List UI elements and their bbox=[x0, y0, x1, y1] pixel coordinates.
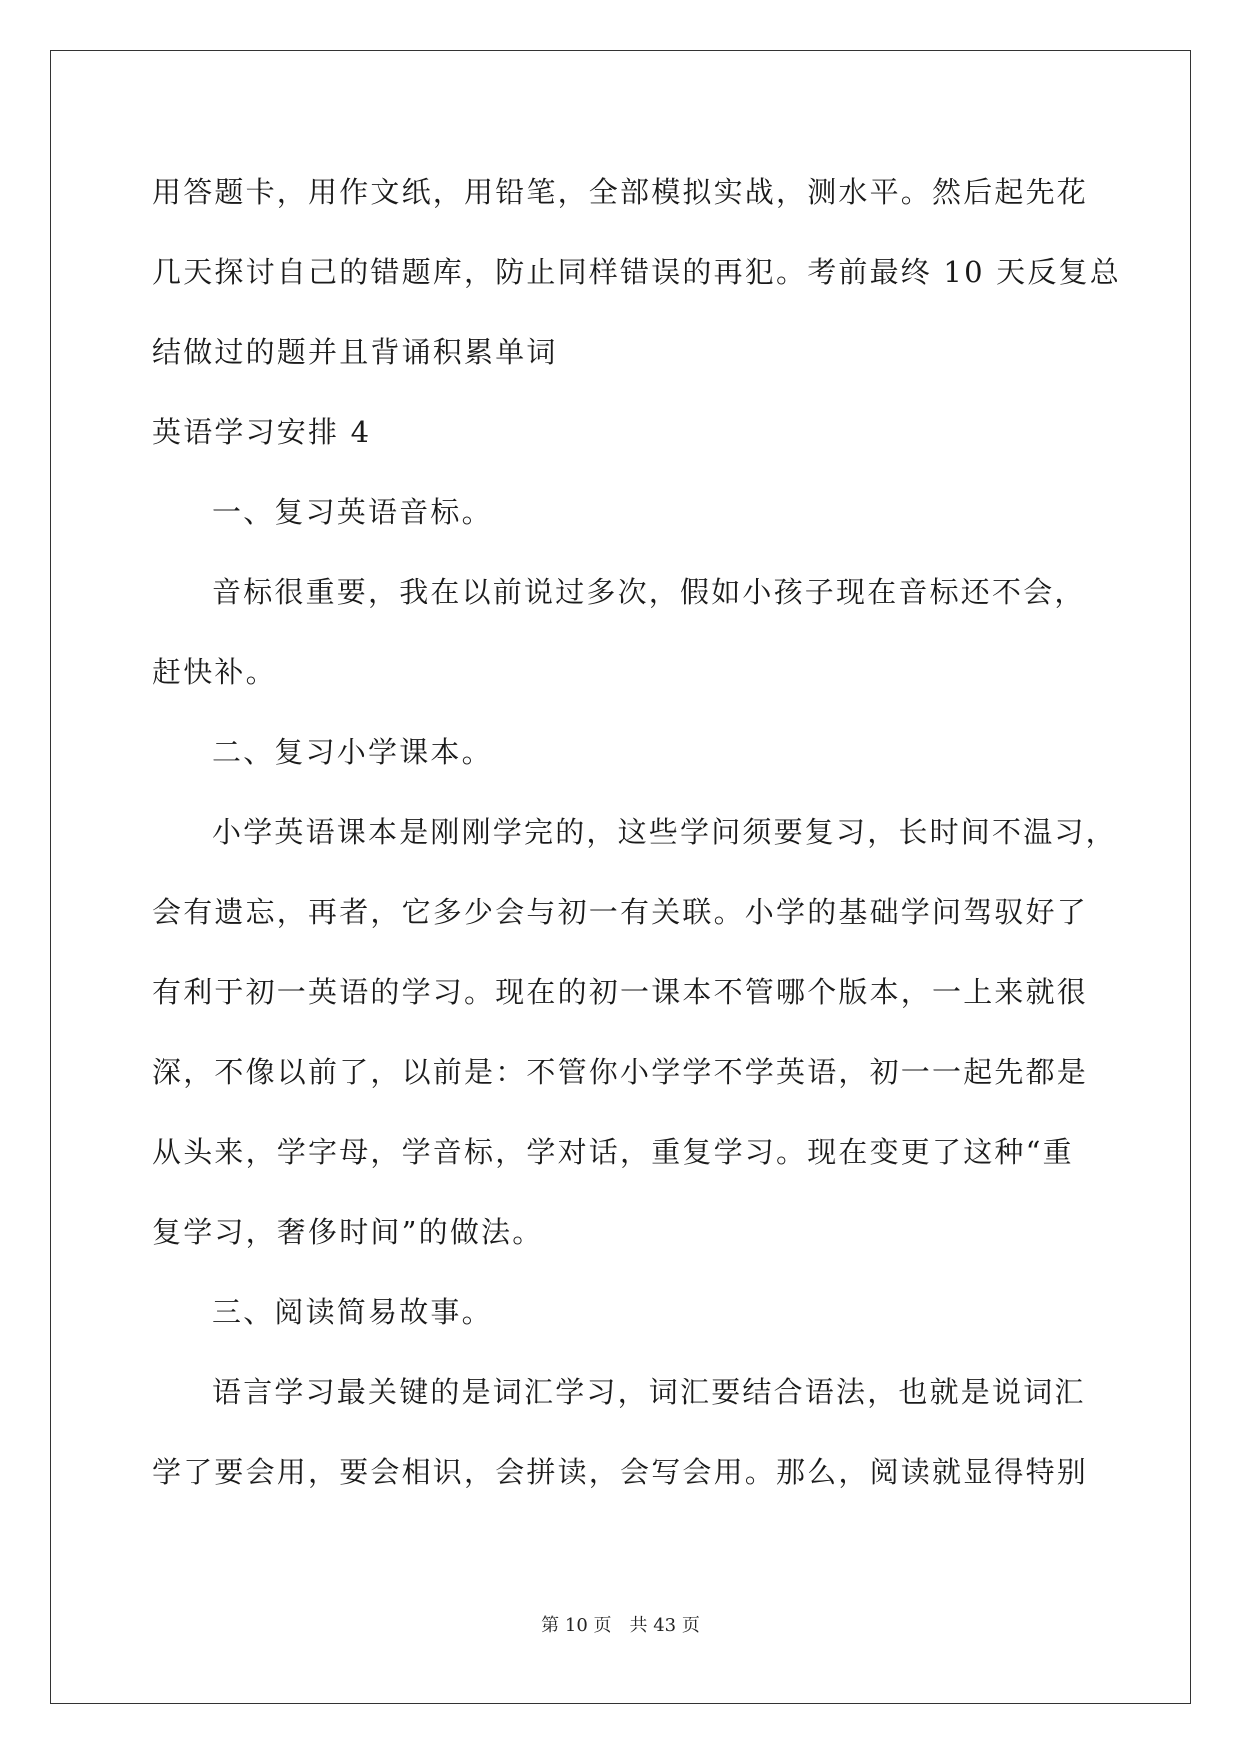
subheading-3: 三、阅读简易故事。 bbox=[212, 1295, 493, 1329]
body-line-16: 语言学习最关键的是词汇学习，词汇要结合语法，也就是说词汇 bbox=[212, 1375, 1086, 1409]
body-line-9: 小学英语课本是刚刚学完的，这些学问须要复习，长时间不温习， bbox=[212, 815, 1117, 849]
subheading-1: 一、复习英语音标。 bbox=[212, 495, 493, 529]
body-line-6: 音标很重要，我在以前说过多次，假如小孩子现在音标还不会， bbox=[212, 575, 1086, 609]
body-line-10: 会有遗忘，再者，它多少会与初一有关联。小学的基础学问驾驭好了 bbox=[152, 895, 1089, 929]
page-number-total: 共 43 页 bbox=[629, 1615, 700, 1636]
body-line-12: 深，不像以前了，以前是：不管你小学学不学英语，初一一起先都是 bbox=[152, 1055, 1089, 1089]
subheading-2: 二、复习小学课本。 bbox=[212, 735, 493, 769]
body-line-1: 用答题卡，用作文纸，用铅笔，全部模拟实战，测水平。然后起先花 bbox=[152, 175, 1089, 209]
body-line-13: 从头来，学字母，学音标，学对话，重复学习。现在变更了这种“重 bbox=[152, 1135, 1074, 1169]
body-line-17: 学了要会用，要会相识，会拼读，会写会用。那么，阅读就显得特别 bbox=[152, 1455, 1089, 1489]
body-line-11: 有利于初一英语的学习。现在的初一课本不管哪个版本，一上来就很 bbox=[152, 975, 1089, 1009]
body-line-2: 几天探讨自己的错题库，防止同样错误的再犯。考前最终 10 天反复总 bbox=[152, 255, 1121, 289]
body-line-3: 结做过的题并且背诵积累单词 bbox=[152, 335, 558, 369]
page-footer bbox=[0, 1614, 1241, 1638]
section-heading: 英语学习安排 4 bbox=[152, 415, 372, 449]
body-line-14: 复学习，奢侈时间”的做法。 bbox=[152, 1215, 544, 1249]
body-line-7: 赶快补。 bbox=[152, 655, 277, 689]
page-number-current: 第 10 页 bbox=[541, 1615, 612, 1636]
